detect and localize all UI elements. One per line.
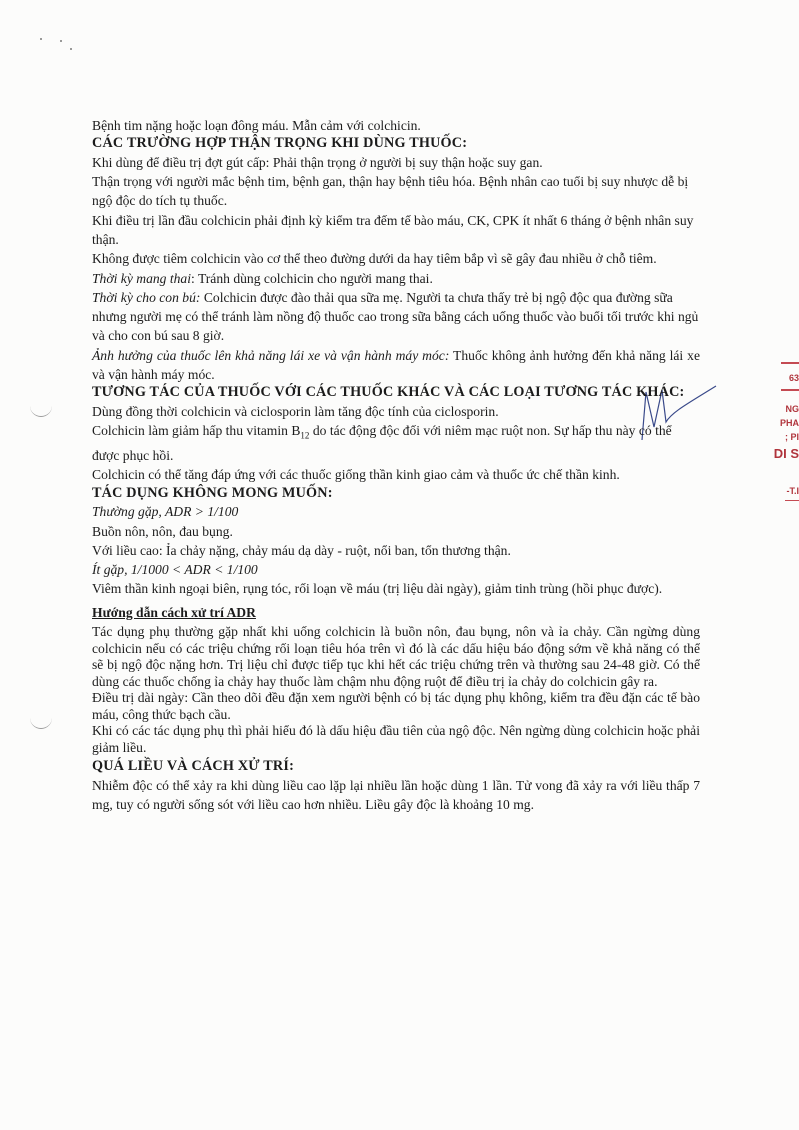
paragraph: Điều trị dài ngày: Cần theo dõi đều đặn xem người bệnh có bị tác dụng phụ không, kiểm tra đều đặn các tế bào máu, công thức bạch cầu. <box>92 690 700 722</box>
paragraph: Tác dụng phụ thường gặp nhất khi uống colchicin là buồn nôn, đau bụng, nôn và ỉa chảy. Cần ngừng dùng colchicin nếu có các triệu chứng rối loạn tiêu hóa trên vì đó là các dấu hiệu báo động sớm về khả năng có thể sẽ bị ngộ độc nặng hơn. Trị liệu chỉ được tiếp tục khi hết các triệu chứng trên và thường sau 24-48 giờ. Có thể dùng các thuốc chống ỉa chảy hay thuốc làm chậm nhu động ruột để điều trị ỉa chảy do colchicin gây ra. <box>92 624 700 689</box>
frequency-label-common: Thường gặp, ADR > 1/100 <box>92 504 239 520</box>
paragraph: Thận trọng với người mắc bệnh tim, bệnh gan, thận hay bệnh tiêu hóa. Bệnh nhân cao tuổi bị suy nhược dễ bị ngộ độc do tích tụ thuốc. <box>92 174 689 209</box>
stamp-fragment: 63 <box>788 373 799 383</box>
stamp-fragment: PHA <box>779 418 799 428</box>
paragraph: Dùng đồng thời colchicin và ciclosporin làm tăng độc tính của ciclosporin. <box>92 403 499 419</box>
paragraph <box>92 269 700 288</box>
vitamin-text-a: Colchicin làm giảm hấp thu vitamin B <box>92 423 301 439</box>
stamp-fragment: ; PI <box>784 432 799 442</box>
paragraph: Khi dùng để điều trị đợt gút cấp: Phải thận trọng ở người bị suy thận hoặc suy gan. <box>92 154 543 170</box>
section-heading-adverse-effects: TÁC DỤNG KHÔNG MONG MUỐN: <box>92 484 333 501</box>
lactation-text: Colchicin được đào thải qua sữa mẹ. Người ta chưa thấy trẻ bị ngộ độc qua đường sữa nhưng người mẹ có thể tránh làm nồng độ thuốc cao trong sữa bằng cách uống thuốc vào buổi tối trước khi ngủ và cho con bú sau 8 giờ. <box>92 289 699 344</box>
document-body <box>92 116 700 814</box>
stamp-line <box>781 362 799 364</box>
paragraph <box>92 288 700 346</box>
paragraph <box>92 421 700 465</box>
contraindication-line: Bệnh tim nặng hoặc loạn đông máu. Mẫn cảm với colchicin. <box>92 118 421 133</box>
section-heading-interactions: TƯƠNG TÁC CỦA THUỐC VỚI CÁC THUỐC KHÁC VÀ CÁC LOẠI TƯƠNG TÁC KHÁC: <box>92 384 685 401</box>
paragraph: Nhiễm độc có thể xảy ra khi dùng liều cao lặp lại nhiều lần hoặc dùng 1 lần. Tử vong đã xảy ra với liều thấp 7 mg, tuy có người sống sót với liều cao hơn nhiều. Liều gây độc là khoảng 10 mg. <box>92 777 700 812</box>
stamp-fragment: -T.I <box>786 486 799 496</box>
punch-hole-mark <box>30 404 52 417</box>
scan-speck <box>60 40 62 42</box>
pregnancy-label: Thời kỳ mang thai <box>92 270 192 286</box>
paragraph <box>92 346 700 385</box>
paragraph: Không được tiêm colchicin vào cơ thể theo đường dưới da hay tiêm bắp vì sẽ gây đau nhiều ở chỗ tiêm. <box>92 251 657 267</box>
stamp-fragment: DI S <box>773 446 799 461</box>
scan-speck <box>70 48 72 50</box>
paragraph: Khi có các tác dụng phụ thì phải hiểu đó là dấu hiệu đầu tiên của ngộ độc. Nên ngừng dùng colchicin hoặc phải giảm liều. <box>92 723 700 755</box>
stamp-line <box>785 500 799 501</box>
vitamin-text-b: do tác động độc đối với niêm mạc ruột non. Sự hấp thu này có thể được phục hồi. <box>92 423 672 464</box>
paragraph: Buồn nôn, nôn, đau bụng. <box>92 523 233 539</box>
section-heading-adr-management: Hướng dẫn cách xử trí ADR <box>92 604 256 620</box>
punch-hole-mark <box>30 716 52 729</box>
paragraph: Khi điều trị lần đầu colchicin phải định kỳ kiểm tra đếm tế bào máu, CK, CPK ít nhất 6 tháng ở bệnh nhân suy thận. <box>92 212 694 247</box>
paragraph: Colchicin có thể tăng đáp ứng với các thuốc giống thần kinh giao cảm và thuốc ức chế thần kinh. <box>92 467 620 483</box>
paragraph: Viêm thần kinh ngoại biên, rụng tóc, rối loạn về máu (trị liệu dài ngày), giảm tinh trùng (hồi phục được). <box>92 581 663 597</box>
driving-text: Thuốc không ảnh hưởng đến khả năng lái xe và vận hành máy móc. <box>92 347 700 383</box>
vitamin-subscript: 12 <box>300 430 310 441</box>
scan-speck <box>40 38 42 40</box>
driving-label: Ảnh hưởng của thuốc lên khả năng lái xe và vận hành máy móc: <box>92 347 450 363</box>
stamp-line <box>781 389 799 391</box>
lactation-label: Thời kỳ cho con bú: <box>92 289 201 305</box>
section-heading-overdose: QUÁ LIỀU VÀ CÁCH XỬ TRÍ: <box>92 758 294 775</box>
frequency-label-uncommon: Ít gặp, 1/1000 < ADR < 1/100 <box>92 562 258 578</box>
pregnancy-text: : Tránh dùng colchicin cho người mang thai. <box>191 270 433 286</box>
stamp-fragment: NG <box>785 404 799 414</box>
paragraph: Với liều cao: Ỉa chảy nặng, chảy máu dạ dày - ruột, nổi ban, tổn thương thận. <box>92 542 511 558</box>
section-heading-precautions: CÁC TRƯỜNG HỢP THẬN TRỌNG KHI DÙNG THUỐC: <box>92 135 468 152</box>
